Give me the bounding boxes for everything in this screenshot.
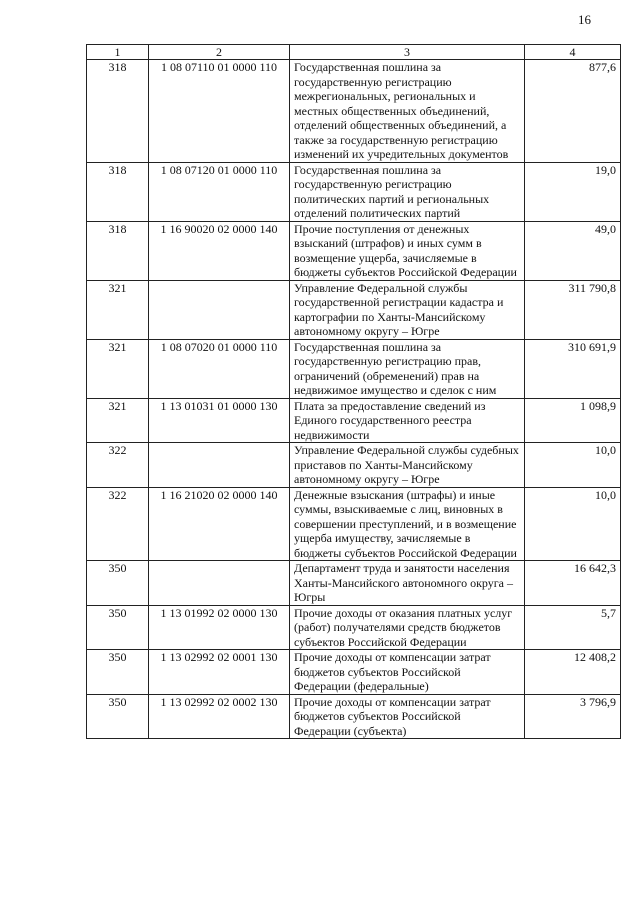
- revenue-name-cell: Управление Федеральной службы судебных приставов по Ханты-Мансийскому автономному округу – Югре: [290, 443, 525, 488]
- page-number: 16: [578, 12, 591, 27]
- budget-code-cell: 1 13 02992 02 0001 130: [149, 650, 290, 695]
- admin-code-cell: 350: [87, 694, 149, 739]
- budget-code-cell: [149, 561, 290, 606]
- budget-code-cell: 1 08 07110 01 0000 110: [149, 60, 290, 163]
- admin-code-cell: 321: [87, 280, 149, 339]
- admin-code-cell: 321: [87, 398, 149, 443]
- table-row: [87, 60, 621, 163]
- table-row: [87, 443, 621, 488]
- amount-cell: 19,0: [525, 162, 621, 221]
- revenue-name-cell: Государственная пошлина за государственную регистрацию межрегиональных, региональных и местных общественных объединений, отделений общественных объединений, а также за государственную регистрацию изменений их учредительных документов: [290, 60, 525, 163]
- table-row: [87, 280, 621, 339]
- revenue-name-cell: Прочие доходы от компенсации затрат бюджетов субъектов Российской Федерации (субъекта): [290, 694, 525, 739]
- budget-code-cell: [149, 443, 290, 488]
- revenue-name-cell: Государственная пошлина за государственную регистрацию политических партий и региональных отделений политических партий: [290, 162, 525, 221]
- amount-cell: 877,6: [525, 60, 621, 163]
- amount-cell: 12 408,2: [525, 650, 621, 695]
- amount-cell: 310 691,9: [525, 339, 621, 398]
- budget-code-cell: 1 16 90020 02 0000 140: [149, 221, 290, 280]
- budget-code-cell: 1 08 07020 01 0000 110: [149, 339, 290, 398]
- admin-code-cell: 318: [87, 221, 149, 280]
- table-row: [87, 398, 621, 443]
- budget-code-cell: 1 13 01031 01 0000 130: [149, 398, 290, 443]
- revenue-name-cell: Государственная пошлина за государственную регистрацию прав, ограничений (обременений) прав на недвижимое имущество и сделок с ним: [290, 339, 525, 398]
- revenue-table: [86, 44, 621, 739]
- amount-cell: 311 790,8: [525, 280, 621, 339]
- admin-code-cell: 350: [87, 650, 149, 695]
- budget-code-cell: 1 08 07120 01 0000 110: [149, 162, 290, 221]
- amount-cell: 10,0: [525, 443, 621, 488]
- budget-code-cell: [149, 280, 290, 339]
- table-row: [87, 487, 621, 561]
- table-row: [87, 221, 621, 280]
- admin-code-cell: 322: [87, 487, 149, 561]
- amount-cell: 5,7: [525, 605, 621, 650]
- admin-code-cell: 350: [87, 605, 149, 650]
- revenue-name-cell: Департамент труда и занятости населения Ханты-Мансийского автономного округа – Югры: [290, 561, 525, 606]
- admin-code-cell: 350: [87, 561, 149, 606]
- admin-code-cell: 318: [87, 162, 149, 221]
- budget-code-cell: 1 16 21020 02 0000 140: [149, 487, 290, 561]
- amount-cell: 3 796,9: [525, 694, 621, 739]
- admin-code-cell: 321: [87, 339, 149, 398]
- column-header-2: 2: [149, 45, 290, 60]
- admin-code-cell: 318: [87, 60, 149, 163]
- amount-cell: 16 642,3: [525, 561, 621, 606]
- table-row: [87, 694, 621, 739]
- revenue-name-cell: Управление Федеральной службы государственной регистрации кадастра и картографии по Ханты-Мансийскому автономному округу – Югре: [290, 280, 525, 339]
- admin-code-cell: 322: [87, 443, 149, 488]
- table-row: [87, 605, 621, 650]
- amount-cell: 1 098,9: [525, 398, 621, 443]
- amount-cell: 10,0: [525, 487, 621, 561]
- revenue-name-cell: Плата за предоставление сведений из Единого государственного реестра недвижимости: [290, 398, 525, 443]
- table-row: [87, 339, 621, 398]
- column-header-4: 4: [525, 45, 621, 60]
- revenue-name-cell: Прочие поступления от денежных взысканий (штрафов) и иных сумм в возмещение ущерба, зачисляемые в бюджеты субъектов Российской Федерации: [290, 221, 525, 280]
- budget-code-cell: 1 13 01992 02 0000 130: [149, 605, 290, 650]
- table-row: [87, 650, 621, 695]
- revenue-name-cell: Прочие доходы от компенсации затрат бюджетов субъектов Российской Федерации (федеральные): [290, 650, 525, 695]
- amount-cell: 49,0: [525, 221, 621, 280]
- column-header-1: 1: [87, 45, 149, 60]
- budget-code-cell: 1 13 02992 02 0002 130: [149, 694, 290, 739]
- table-row: [87, 561, 621, 606]
- revenue-name-cell: Прочие доходы от оказания платных услуг (работ) получателями средств бюджетов субъектов Российской Федерации: [290, 605, 525, 650]
- revenue-name-cell: Денежные взыскания (штрафы) и иные суммы, взыскиваемые с лиц, виновных в совершении преступлений, и в возмещение ущерба имуществу, зачисляемые в бюджеты субъектов Российской Федерации: [290, 487, 525, 561]
- column-header-3: 3: [290, 45, 525, 60]
- table-header-row: [87, 45, 621, 60]
- table-row: [87, 162, 621, 221]
